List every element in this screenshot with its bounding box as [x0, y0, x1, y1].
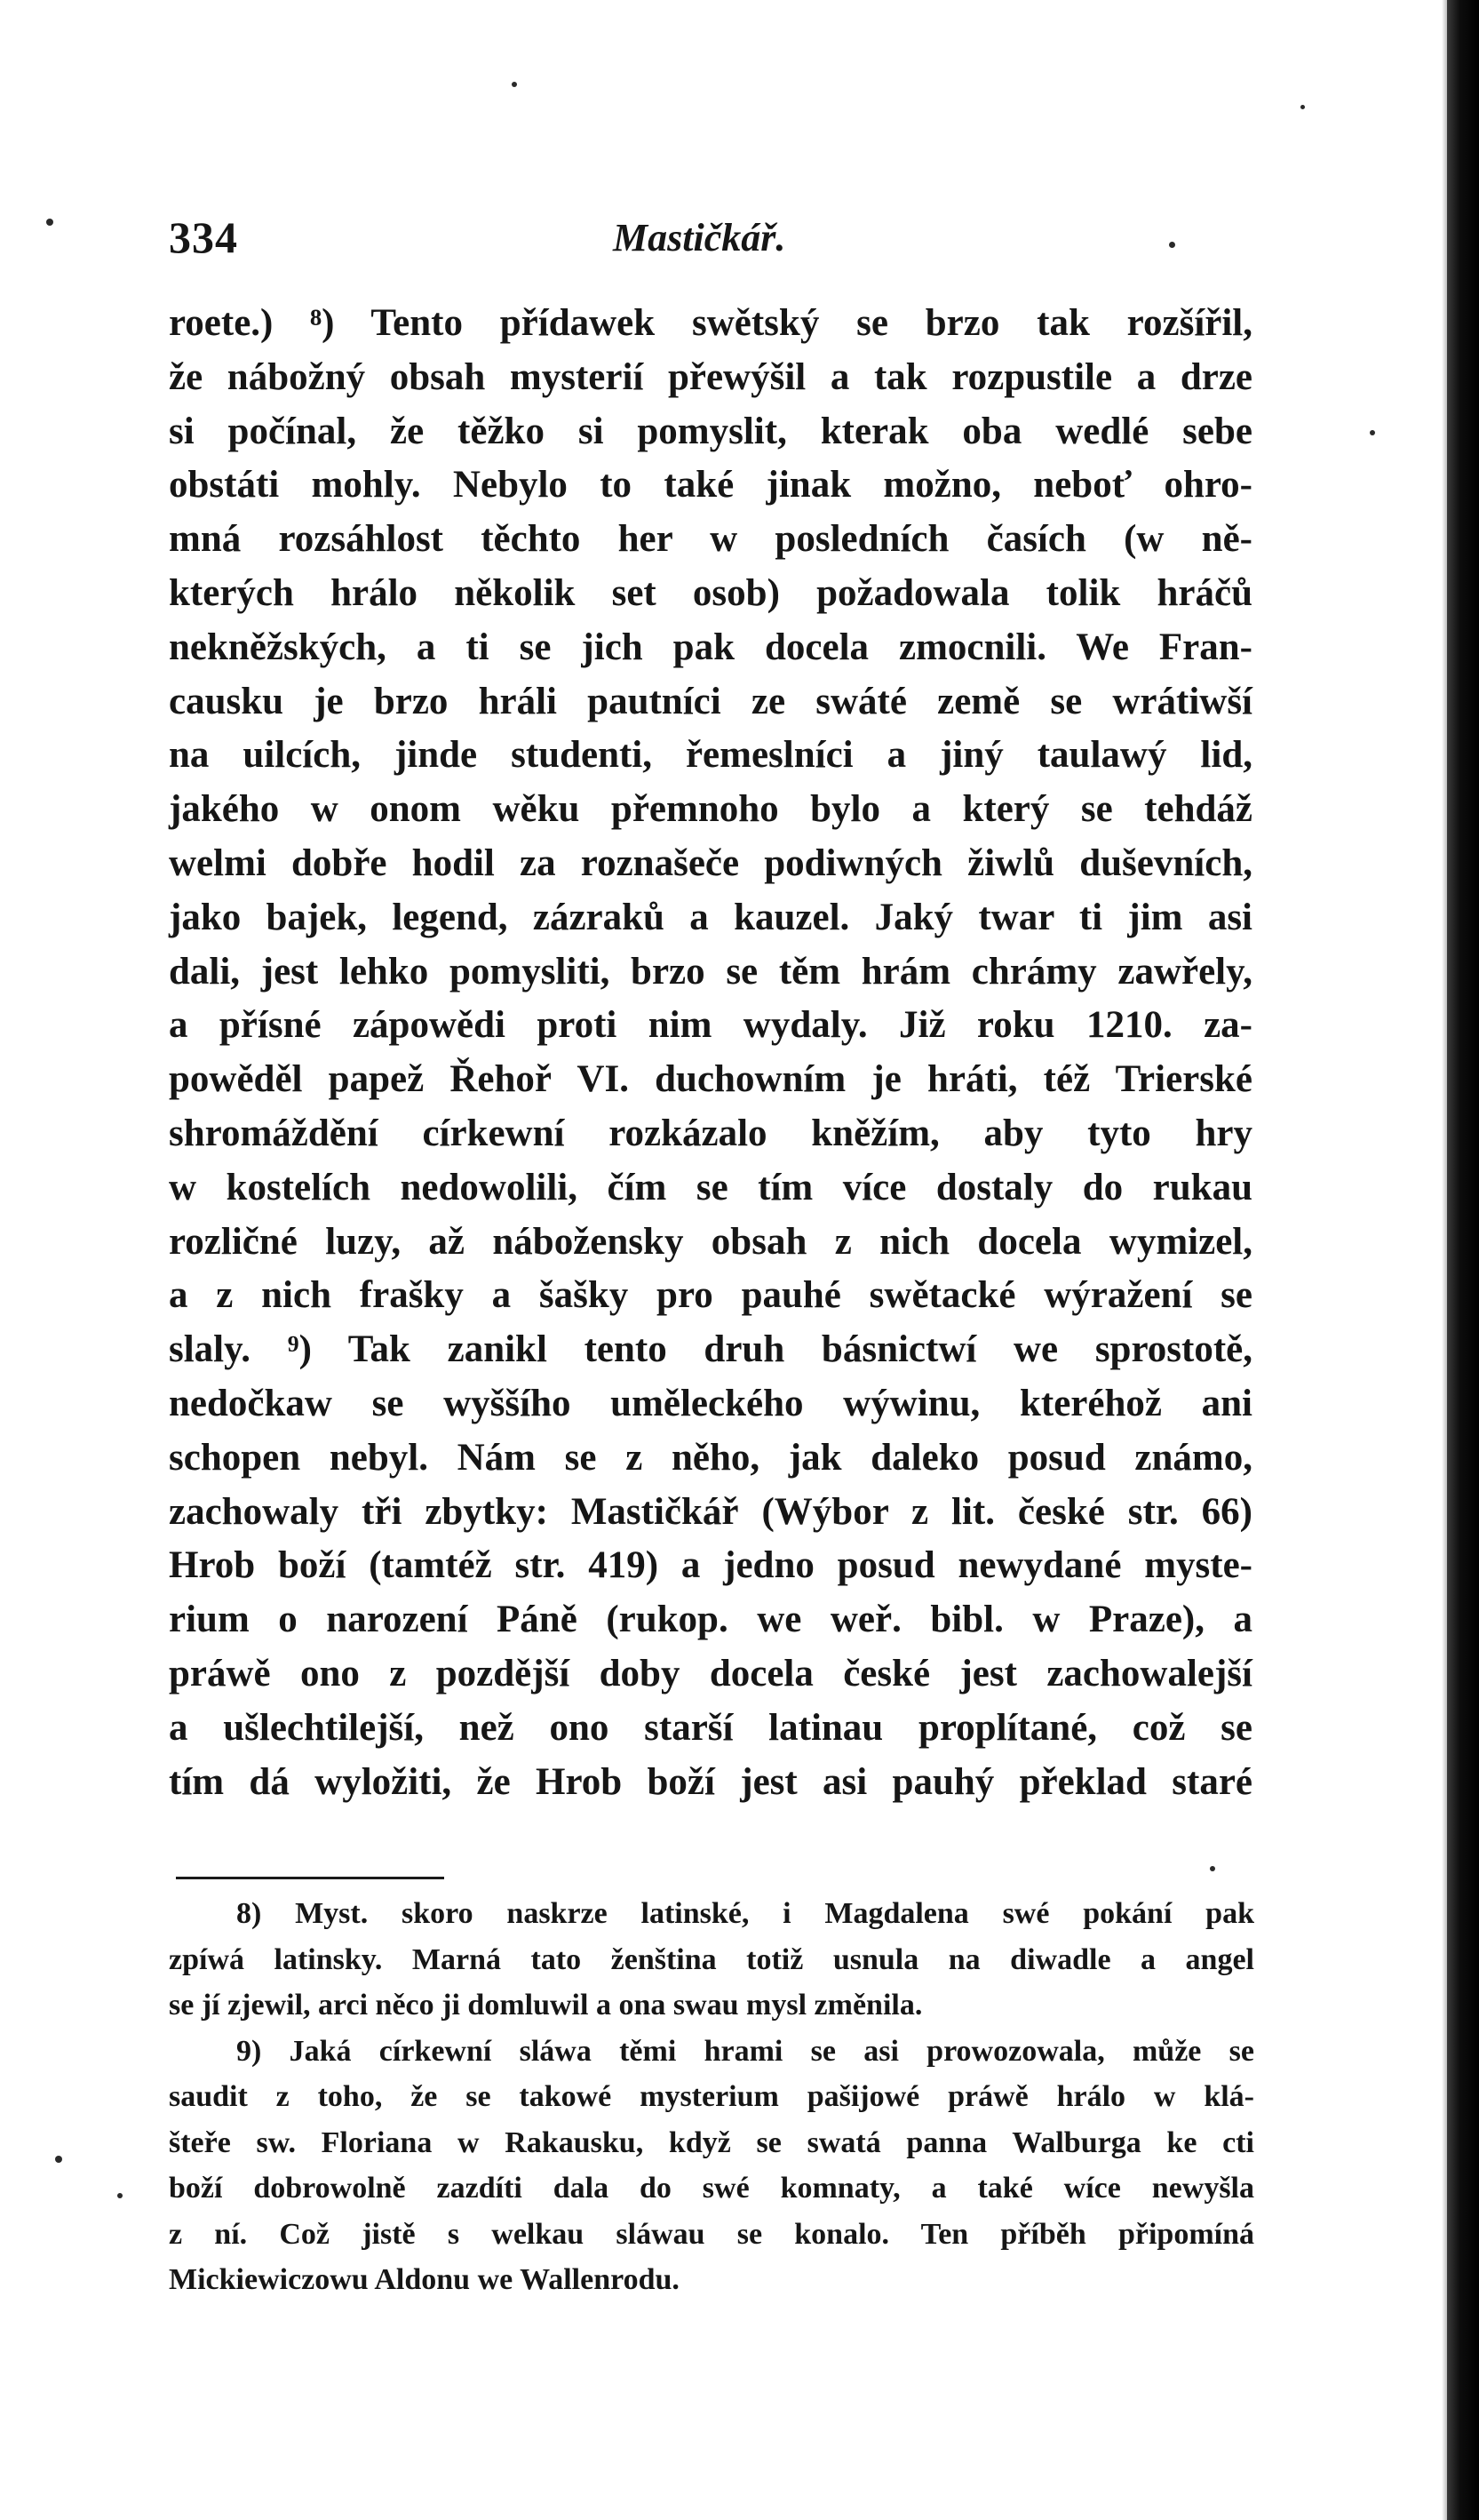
footnote-line: zpíwá latinsky. Marná tato ženština totiž usnula na diwadle a angel: [169, 1942, 1254, 1976]
page-header: [169, 211, 1261, 274]
text-line: shromáždění církewní rozkázalo kněžím, aby tyto hry: [169, 1112, 1252, 1154]
scan-speck: [1210, 1866, 1215, 1871]
text-line: rium o narození Páně (rukop. we weř. bibl. w Praze), a: [169, 1599, 1252, 1641]
scan-speck: [1300, 105, 1305, 109]
footnote-line: 9) Jaká církewní sláwa těmi hrami se asi prowozowala, může se: [236, 2034, 1254, 2068]
text-line: obstáti mohly. Nebylo to také jinak možno, neboť ohro-: [169, 464, 1252, 506]
text-line: práwě ono z pozdější doby docela české jest zachowalejší: [169, 1652, 1252, 1695]
footnote-rule: [176, 1877, 444, 1879]
text-line: kterých hrálo několik set osob) požadowala tolik hráčů: [169, 571, 1252, 614]
footnote-line: boží dobrowolně zazdíti dala do swé komnaty, a také wíce newyšla: [169, 2172, 1254, 2205]
text-line: slaly. ⁹) Tak zanikl tento druh básnictwí we sprostotě,: [169, 1328, 1252, 1371]
footnote-9: [169, 2029, 1254, 2303]
scan-speck: [117, 2193, 123, 2198]
text-line: causku je brzo hráli pautníci ze swáté země se wrátiwší: [169, 680, 1252, 722]
text-line: a ušlechtilejší, než ono starší latinau proplítané, což se: [169, 1706, 1252, 1749]
scan-speck: [1169, 242, 1175, 248]
footnote-line: se jí zjewil, arci něco ji domluwil a ona swau mysl změnila.: [169, 1989, 923, 2022]
text-line: jako bajek, legend, zázraků a kauzel. Jaký twar ti jim asi: [169, 896, 1252, 938]
scan-speck: [1370, 430, 1375, 435]
text-line: že nábožný obsah mysterií přewýšil a tak rozpustile a drze: [169, 355, 1252, 398]
text-line: a z nich frašky a šašky pro pauhé swětacké wýražení se: [169, 1274, 1252, 1317]
text-line: dali, jest lehko pomysliti, brzo se těm hrám chrámy zawřely,: [169, 950, 1252, 993]
scan-speck: [46, 219, 53, 226]
page-number: 334: [169, 212, 238, 262]
footnote-8: [169, 1891, 1254, 2029]
footnote-line: z ní. Což jistě s welkau sláwau se konalo. Ten příběh připomíná: [169, 2217, 1254, 2251]
text-line: welmi dobře hodil za roznašeče podiwných žiwlů duševních,: [169, 841, 1252, 884]
text-line: na uilcích, jinde studenti, řemeslníci a jiný taulawý lid,: [169, 734, 1252, 777]
text-line: rozličné luzy, až nábožensky obsah z nich docela wymizel,: [169, 1220, 1252, 1263]
scan-speck: [55, 2156, 62, 2163]
scan-speck: [512, 82, 517, 87]
footnote-line: saudit z toho, že se takowé mysterium pašijowé práwě hrálo w klá-: [169, 2080, 1254, 2113]
text-line: Hrob boží (tamtéž str. 419) a jedno posud newydané myste-: [169, 1544, 1252, 1587]
body-text: [169, 297, 1252, 1809]
footnote-line: Mickiewiczowu Aldonu we Wallenrodu.: [169, 2263, 680, 2296]
footnote-line: šteře sw. Floriana w Rakausku, když se swatá panna Walburga ke cti: [169, 2125, 1254, 2159]
text-line: a přísné zápowědi proti nim wydaly. Již roku 1210. za-: [169, 1004, 1252, 1047]
text-line: nekněžských, a ti se jich pak docela zmocnili. We Fran-: [169, 626, 1252, 668]
page-edge: [1447, 0, 1479, 2520]
text-line: mná rozsáhlost těchto her w posledních časích (w ně-: [169, 518, 1252, 561]
running-head: Mastičkář.: [613, 216, 786, 259]
text-line: powěděl papež Řehoř VI. duchowním je hráti, též Trierské: [169, 1058, 1252, 1101]
text-line: jakého w onom wěku přemnoho bylo a který se tehdáž: [169, 788, 1252, 831]
text-line: zachowaly tři zbytky: Mastičkář (Wýbor z lit. české str. 66): [169, 1490, 1252, 1533]
text-line: roete.) ⁸) Tento přídawek swětský se brzo tak rozšířil,: [169, 302, 1252, 344]
footnotes: [169, 1891, 1254, 2303]
text-line: tím dá wyložiti, že Hrob boží jest asi pauhý překlad staré: [169, 1760, 1252, 1803]
footnote-line: 8) Myst. skoro naskrze latinské, i Magdalena swé pokání pak: [236, 1897, 1254, 1930]
text-line: nedočkaw se wyššího uměleckého wýwinu, kteréhož ani: [169, 1382, 1252, 1424]
text-line: w kostelích nedowolili, čím se tím více dostaly do rukau: [169, 1166, 1252, 1208]
text-line: schopen nebyl. Nám se z něho, jak daleko posud známo,: [169, 1436, 1252, 1479]
text-line: si počínal, že těžko si pomyslit, kterak oba wedlé sebe: [169, 410, 1252, 452]
